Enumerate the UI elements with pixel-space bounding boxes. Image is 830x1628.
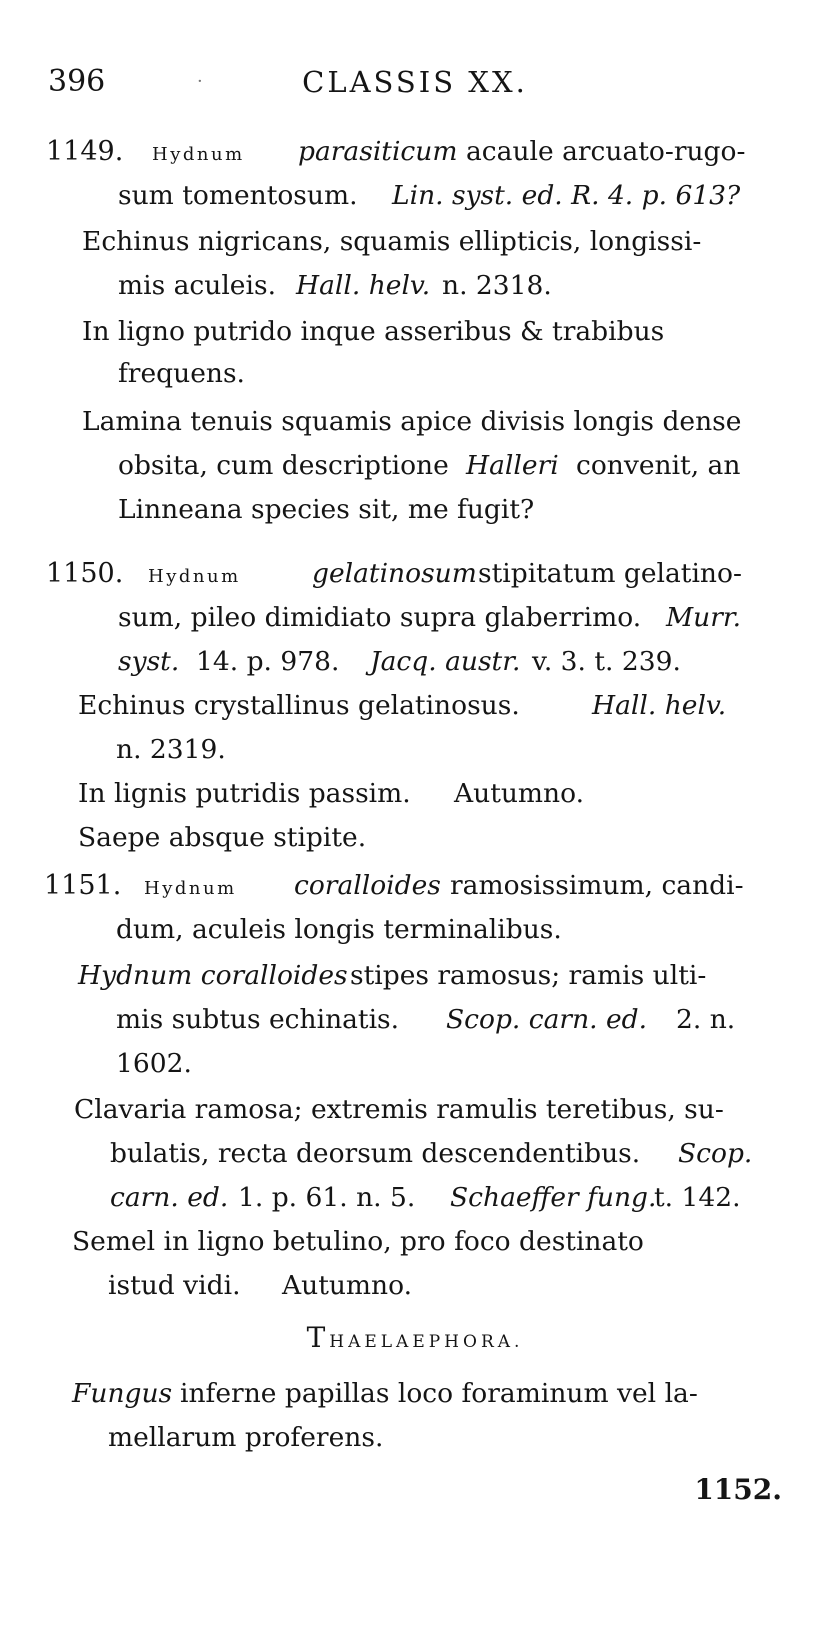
synonym-text: Echinus nigricans, squamis ellipticis, longissi- xyxy=(82,226,702,257)
species-name: parasiticum xyxy=(298,136,458,167)
section-heading xyxy=(0,1318,830,1362)
season-text: Autumno. xyxy=(282,1270,413,1301)
page-number: 396 xyxy=(48,64,106,99)
synonym-text: Clavaria ramosa; extremis ramulis teretibus, su- xyxy=(74,1094,724,1125)
synonym-name: Hydnum coralloides xyxy=(78,960,348,991)
definition-text: mellarum proferens. xyxy=(108,1422,384,1453)
note-text: convenit, an xyxy=(576,450,741,481)
habitat-text: In ligno putrido inque asseribus & trabibus xyxy=(82,316,665,347)
running-header xyxy=(0,60,830,104)
reference-text: 1602. xyxy=(116,1048,192,1079)
species-name: coralloides xyxy=(294,870,441,901)
reference-text: n. 2319. xyxy=(116,734,226,765)
reference-text: Hall. helv. xyxy=(592,690,727,721)
synonym-text: mis subtus echinatis. xyxy=(116,1004,400,1035)
reference-text: n. 2318. xyxy=(442,270,552,301)
reference-text: carn. ed. xyxy=(110,1182,229,1213)
heading-rest: HAELAEPHORA. xyxy=(329,1332,524,1352)
diagnosis-text: sum, pileo dimidiato supra glaberrimo. xyxy=(118,602,642,633)
synonym-text: Echinus crystallinus gelatinosus. xyxy=(78,690,520,721)
habitat-text: istud vidi. xyxy=(108,1270,241,1301)
habitat-text: Semel in ligno betulino, pro foco destinato xyxy=(72,1226,644,1257)
note-text: obsita, cum descriptione xyxy=(118,450,449,481)
ornament-dot: · xyxy=(197,71,203,92)
synonym-text: stipes ramosus; ramis ulti- xyxy=(350,960,707,991)
heading-initial: T xyxy=(306,1321,330,1354)
genus-name: Hydnum xyxy=(144,878,237,899)
entry-number: 1149. xyxy=(46,136,124,167)
reference-text: Murr. xyxy=(666,602,742,633)
reference-text: 1. p. 61. n. 5. xyxy=(238,1182,416,1213)
diagnosis-text: acaule arcuato-rugo- xyxy=(466,136,746,167)
genus-name: Hydnum xyxy=(148,566,241,587)
reference-text: Jacq. austr. xyxy=(370,646,521,677)
reference-text: Hall. helv. xyxy=(296,270,431,301)
synonym-text: bulatis, recta deorsum descendentibus. xyxy=(110,1138,641,1169)
reference-text: syst. xyxy=(118,646,180,677)
season-text: Autumno. xyxy=(454,778,585,809)
definition-text: inferne papillas loco foraminum vel la- xyxy=(180,1378,698,1409)
synonym-text: mis aculeis. xyxy=(118,270,276,301)
reference-text: t. 142. xyxy=(654,1182,741,1213)
reference-text: 2. n. xyxy=(676,1004,736,1035)
note-text: Lamina tenuis squamis apice divisis longis dense xyxy=(82,406,742,437)
reference-text: Schaeffer fung. xyxy=(450,1182,657,1213)
running-title: CLASSIS XX. xyxy=(302,65,528,99)
diagnosis-text: sum tomentosum. xyxy=(118,180,358,211)
entry-number: 1150. xyxy=(46,558,124,589)
reference-text: Lin. syst. ed. R. 4. p. 613? xyxy=(392,180,741,211)
diagnosis-text: stipitatum gelatino- xyxy=(478,558,742,589)
habitat-text: frequens. xyxy=(118,358,245,389)
reference-text: v. 3. t. 239. xyxy=(532,646,681,677)
diagnosis-text: dum, aculeis longis terminalibus. xyxy=(116,914,562,945)
entry-number: 1151. xyxy=(44,870,122,901)
definition-term: Fungus xyxy=(72,1378,173,1409)
reference-text: Scop. carn. ed. xyxy=(446,1004,648,1035)
habitat-text: In lignis putridis passim. xyxy=(78,778,411,809)
reference-text: 14. p. 978. xyxy=(196,646,340,677)
catchword: 1152. xyxy=(694,1473,782,1506)
diagnosis-text: ramosissimum, candi- xyxy=(450,870,744,901)
species-name: gelatinosum xyxy=(312,558,477,589)
genus-name: Hydnum xyxy=(152,144,245,165)
reference-text: Scop. xyxy=(678,1138,753,1169)
note-text: Linneana species sit, me fugit? xyxy=(118,494,535,525)
author-name: Halleri xyxy=(466,450,559,481)
note-text: Saepe absque stipite. xyxy=(78,822,367,853)
